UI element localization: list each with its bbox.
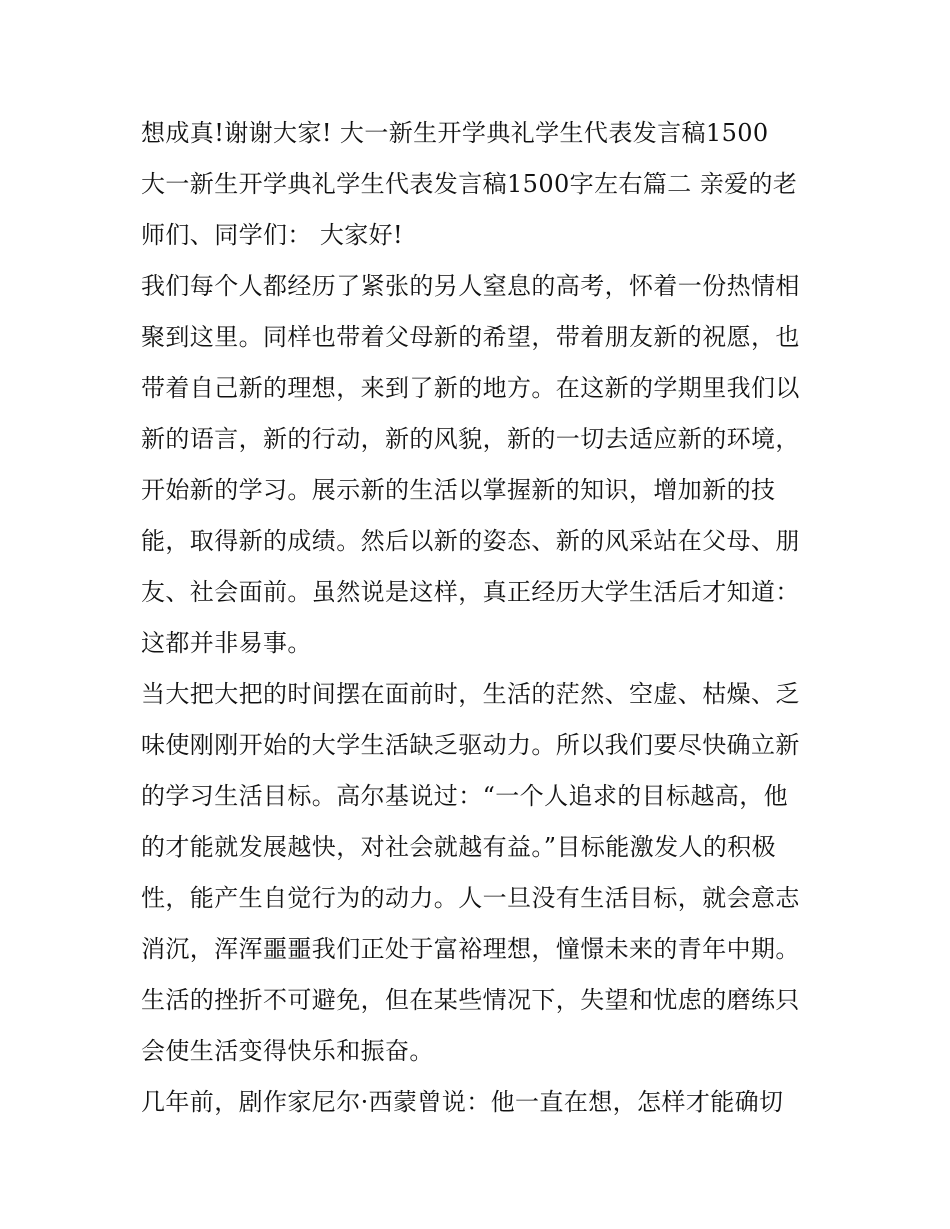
text-line: 聚到这里。同样也带着父母新的希望，带着朋友新的祝愿，也 (141, 323, 800, 351)
text-line: 生活的挫折不可避免，但在某些情况下，失望和忧虑的磨练只 (141, 986, 800, 1014)
document-body (141, 108, 816, 1128)
text-line: 大一新生开学典礼学生代表发言稿1500字左右篇二 亲爱的老 (141, 170, 798, 198)
text-line: 师们、同学们： 大家好! (141, 221, 404, 249)
text-line: 能，取得新的成绩。然后以新的姿态、新的风采站在父母、朋 (141, 527, 800, 555)
text-line: 友、社会面前。虽然说是这样，真正经历大学生活后才知道： (141, 578, 800, 606)
text-line: 几年前，剧作家尼尔·西蒙曾说：他一直在想，怎样才能确切 (141, 1088, 784, 1116)
text-line: 当大把大把的时间摆在面前时，生活的茫然、空虚、枯燥、乏 (141, 680, 800, 708)
text-line: 会使生活变得快乐和振奋。 (141, 1037, 434, 1065)
text-line: 消沉，浑浑噩噩我们正处于富裕理想，憧憬未来的青年中期。 (141, 935, 800, 963)
text-line: 开始新的学习。展示新的生活以掌握新的知识，增加新的技 (141, 476, 776, 504)
text-line: 想成真!谢谢大家! 大一新生开学典礼学生代表发言稿1500 (141, 119, 769, 147)
text-line: 这都并非易事。 (141, 629, 312, 657)
text-line: 新的语言，新的行动，新的风貌，新的一切去适应新的环境， (141, 425, 800, 453)
text-line: 的才能就发展越快，对社会就越有益。”目标能激发人的积极 (141, 833, 777, 861)
text-line: 带着自己新的理想，来到了新的地方。在这新的学期里我们以 (141, 374, 800, 402)
text-line: 味使刚刚开始的大学生活缺乏驱动力。所以我们要尽快确立新 (141, 731, 800, 759)
text-line: 性，能产生自觉行为的动力。人一旦没有生活目标，就会意志 (141, 884, 800, 912)
text-line: 的学习生活目标。高尔基说过：“一个人追求的目标越高，他 (141, 782, 789, 810)
text-line: 我们每个人都经历了紧张的另人窒息的高考，怀着一份热情相 (141, 272, 800, 300)
